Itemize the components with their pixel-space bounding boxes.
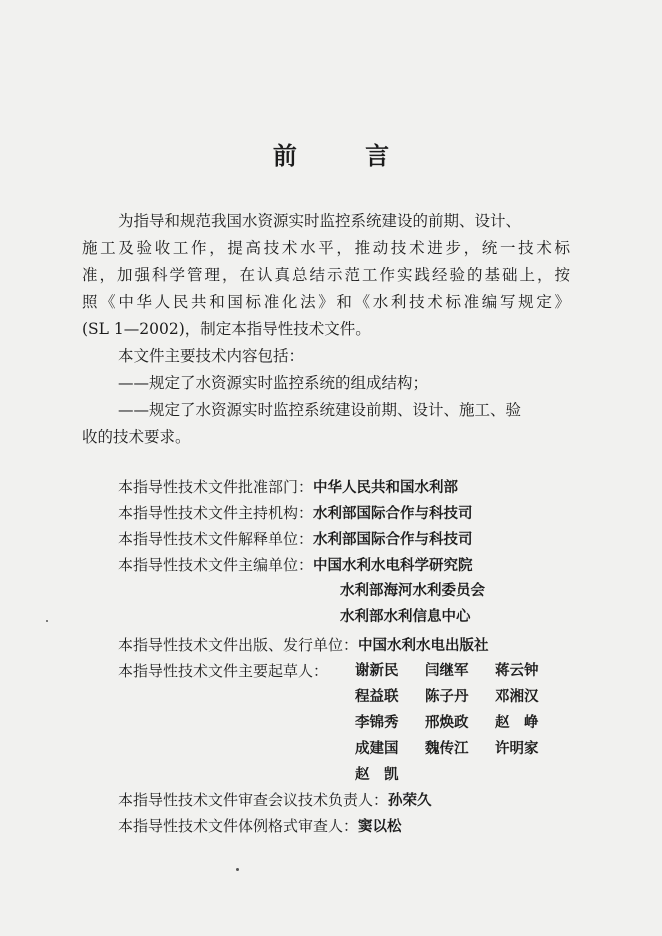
drafters-label: 本指导性技术文件主要起草人：: [118, 662, 329, 680]
drafter-name: 闫继军: [425, 663, 469, 679]
content-intro: 本文件主要技术内容包括：: [118, 347, 305, 365]
publisher-row: [118, 634, 489, 657]
drafters-row-4: [355, 738, 565, 760]
content-item-1: ——规定了水资源实时监控系统的组成结构；: [118, 374, 429, 392]
drafter-name: 程益联: [355, 689, 399, 705]
publisher-label: 本指导性技术文件出版、发行单位：: [118, 636, 359, 654]
content-item-2-cont: 收的技术要求。: [82, 428, 191, 446]
drafters-row-3: [355, 712, 565, 734]
drafter-name: 蒋云钟: [495, 663, 539, 679]
review-label: 本指导性技术文件审查会议技术负责人：: [118, 791, 389, 809]
page-title: 前 言: [272, 142, 420, 170]
host-label: 本指导性技术文件主持机构：: [118, 504, 314, 522]
interpret-row: [118, 528, 473, 551]
approval-label: 本指导性技术文件批准部门：: [118, 478, 314, 496]
drafter-name: 成建国: [355, 741, 399, 757]
intro-line-5: (SL 1—2002)，制定本指导性技术文件。: [82, 320, 371, 338]
intro-line-3: 准，加强科学管理，在认真总结示范工作实践经验的基础上，按: [82, 266, 570, 284]
intro-line-2: 施工及验收工作，提高技术水平，推动技术进步，统一技术标: [82, 239, 570, 257]
drafter-name: 谢新民: [355, 663, 399, 679]
drafter-name: 邓湘汉: [495, 689, 539, 705]
editor-label: 本指导性技术文件主编单位：: [118, 556, 314, 574]
intro-line-1: 为指导和规范我国水资源实时监控系统建设的前期、设计、: [118, 212, 522, 230]
editor-value-2: 水利部海河水利委员会: [340, 583, 485, 599]
drafter-name: 邢焕政: [425, 715, 469, 731]
intro-line-4: 照《中华人民共和国标准化法》和《水利技术标准编写规定》: [82, 293, 570, 311]
review-value: 孙荣久: [388, 793, 432, 809]
review-row: [118, 789, 432, 812]
interpret-label: 本指导性技术文件解释单位：: [118, 530, 314, 548]
drafter-name: 魏传江: [425, 741, 469, 757]
scan-speck: [236, 868, 239, 871]
drafter-name: 赵 峥: [495, 715, 539, 731]
drafters-row-5: [355, 764, 425, 786]
format-label: 本指导性技术文件体例格式审查人：: [118, 817, 359, 835]
drafter-name: 陈子丹: [425, 689, 469, 705]
drafter-name: 许明家: [495, 741, 539, 757]
format-value: 窦以松: [358, 819, 402, 835]
editor-value-1: 中国水利水电科学研究院: [313, 558, 473, 574]
format-row: [118, 815, 402, 838]
editor-row: [118, 554, 473, 577]
scan-speck: [46, 620, 48, 622]
host-row: [118, 502, 473, 525]
drafter-name: 赵 凯: [355, 767, 399, 783]
drafter-name: 李锦秀: [355, 715, 399, 731]
approval-value: 中华人民共和国水利部: [313, 480, 459, 496]
drafters-row-1: [355, 660, 565, 682]
interpret-value: 水利部国际合作与科技司: [313, 532, 473, 548]
drafters-row-2: [355, 686, 565, 708]
host-value: 水利部国际合作与科技司: [313, 506, 473, 522]
editor-value-3: 水利部水利信息中心: [340, 609, 471, 625]
content-item-2: ——规定了水资源实时监控系统建设前期、设计、施工、验: [118, 401, 522, 419]
approval-row: [118, 476, 458, 499]
publisher-value: 中国水利水电出版社: [358, 638, 489, 654]
